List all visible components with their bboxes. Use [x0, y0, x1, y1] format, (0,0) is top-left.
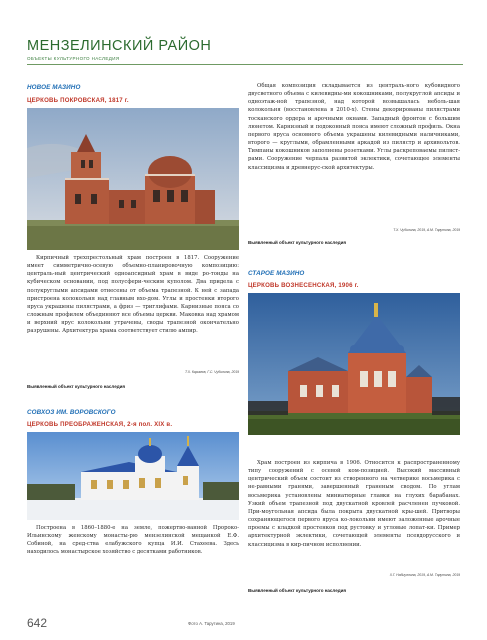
photo-preobrazhenskaya-church: [27, 432, 239, 520]
page-subtitle: ОБЪЕКТЫ КУЛЬТУРНОГО НАСЛЕДИЯ: [27, 56, 120, 61]
body-text-pokrovskaya-continued: Общая композиция складывается из централь-ного кубовидного двусветного объема с килевидны-ми кокошниками, полукруглой апсиды и одноэтаж-ной трапезной, над которой возвышалась неболь-шая колокольня (восстановлена в 2010-х). Стены декорированы пилястрами тосканского ордера и арочными окнами. Западный фронтон с большим люнетом. Карнизный и подоконный пояса имеют сложный профиль. Окна первого яруса основного объема украшены килевидными наличниками, второго — круглыми, обрамленными аркадой из пилястр и архивольтов. Тимпаны кокошников заполнены розетками. Углы раскреповаемы пиляст-рами. Сооружение черпала развитой эклектики, сочетающее элементы классицизма и древнерус-ской архитектуры.: [248, 83, 460, 171]
section-place-staroe-mazino: СТАРОЕ МАЗИНО: [248, 270, 305, 277]
section-place-novoe-mazino: НОВОЕ МАЗИНО: [27, 84, 81, 91]
section-place-sovkhoz: СОВХОЗ ИМ. ВОРОВСКОГО: [27, 409, 116, 416]
heritage-label-pokrovskaya: Выявленный объект культурного наследия: [27, 384, 125, 389]
section-church-voznesenskaya: ЦЕРКОВЬ ВОЗНЕСЕНСКАЯ, 1906 г.: [248, 282, 359, 289]
photo-pokrovskaya-church: [27, 108, 239, 250]
body-text-pokrovskaya: Кирпичный трехпрестольный храм построен в 1817. Сооружение имеет симметрично-осевую объемно-планировочную композицию: централь-ный центрический одноапсидный храм в виде ро-тонды на кубическом основании, под полусфери-ческим куполом. Два придела с полукруглыми апсидами отнесены от объема трапезной. К ней с запада пристроена колокольня над главным вхо-дом. Углы и простенки второго яруса украшены пилястрами, а фриз — триглифами. Карнизные пояса со сложным профилем объединяют все объемы церкви. Маковка над храмом и верхний ярус колокольни утрачены, своды трапезной окончательно разрушены. Архитектура храма соответствует стилю ампир.: [27, 255, 239, 335]
credit-pokrovskaya: Т.Х. Каримов, Г.С. Чубилина, 2019: [185, 370, 239, 374]
section-church-pokrovskaya: ЦЕРКОВЬ ПОКРОВСКАЯ, 1817 г.: [27, 97, 129, 104]
page-title: МЕНЗЕЛИНСКИЙ РАЙОН: [27, 38, 212, 54]
credit-pokrovskaya-right: Т.Х. Чубилина, 2019, А.М. Тарутина, 2019: [393, 228, 460, 232]
body-text-voznesenskaya: Храм построен из кирпича в 1906. Относится к распространенному типу сооружений с осевой ком-позицией. Высокий массивный центрический объем состоит из створенного на четверике восьмерика с не-равными гранями, завершенный граненым сводом. По углам восьмерика установлены миниатюрные главки на глухих барабанах. Узкий объем трапезной под двускатной кровлей расчленен пучковой. При-моугольная апсида была покрыта двускатной кры-шей. Притворы сохраняющегося первого яруса ко-локольни имеют заложенные арочные проемы с кладкой простенков под рустовку и угловые лопат-ки. Пример архитектурной эклектики, сочетающей элементы псевдорусского и классицизма в кир-пичном исполнении.: [248, 460, 460, 548]
section-church-preobrazhenskaya: ЦЕРКОВЬ ПРЕОБРАЖЕНСКАЯ, 2-я пол. XIX в.: [27, 421, 173, 428]
photo-voznesenskaya-church: [248, 293, 460, 435]
credit-voznesenskaya: Х.Г. Набиуллина, 2019, А.М. Тарутина, 2019: [389, 573, 460, 577]
body-text-preobrazhenskaya: Построена в 1860–1880-е на земле, пожертво-ванной Пророко-Ильинскому женскому монасты-рю мензелинской мещанкой Е.Ф. Собиной, на сред-ства елабужского купца И.И. Стахеева. Здесь находилось монастырское хозяйство с десятками работников.: [27, 525, 239, 556]
photo-credit: Фото А. Тарутина, 2019: [188, 621, 235, 626]
heritage-label-voznesenskaya: Выявленный объект культурного наследия: [248, 588, 346, 593]
page-number: 642: [27, 616, 48, 630]
heritage-label-pokrovskaya-right: Выявленный объект культурного наследия: [248, 240, 346, 245]
header-divider: [27, 64, 463, 65]
